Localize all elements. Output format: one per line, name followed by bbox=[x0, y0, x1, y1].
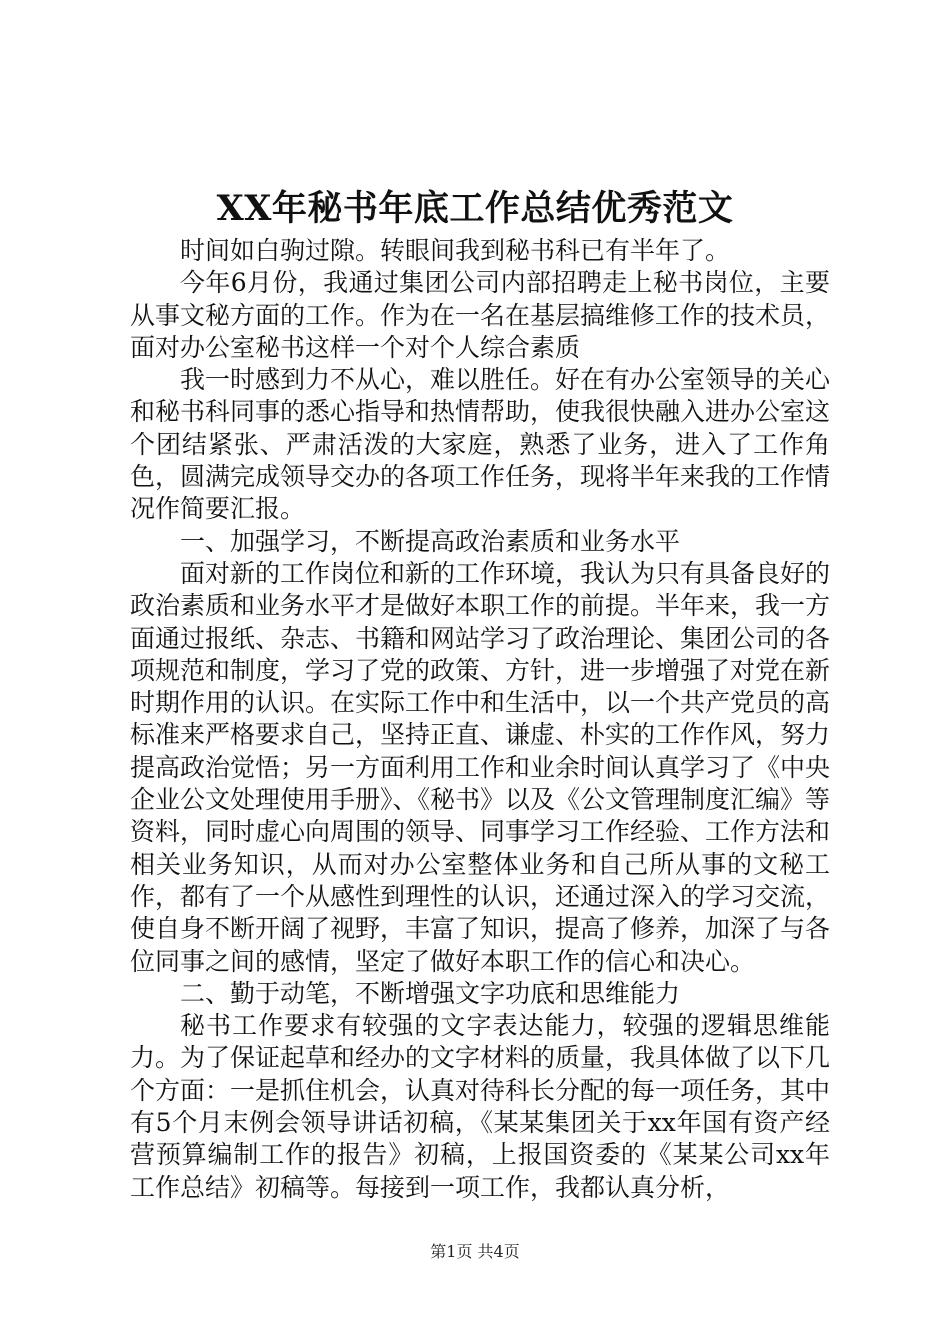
paragraph-2: 今年6月份，我通过集团公司内部招聘走上秘书岗位，主要从事文秘方面的工作。作为在一名在基层搞维修工作的技术员，面对办公室秘书这样一个对个人综合素质 bbox=[130, 268, 831, 362]
paragraph-4: 面对新的工作岗位和新的工作环境，我认为只有具备良好的政治素质和业务水平才是做好本职工作的前提。半年来，我一方面通过报纸、杂志、书籍和网站学习了政治理论、集团公司的各项规范和制度，学习了党的政策、方针，进一步增强了对党在新时期作用的认识。在实际工作中和生活中，以一个共产党员的高标准来严格要求自己，坚持正直、谦虚、朴实的工作作风，努力提高政治觉悟；另一方面利用工作和业余时间认真学习了《中央企业公文处理使用手册》、《秘书》以及《公文管理制度汇编》等资料，同时虚心向周围的领导、同事学习工作经验、工作方法和相关业务知识，从而对办公室整体业务和自己所从事的文秘工作，都有了一个从感性到理性的认识，还通过深入的学习交流，使自身不断开阔了视野，丰富了知识，提高了修养，加深了与各位同事之间的感情，坚定了做好本职工作的信心和决心。 bbox=[130, 558, 831, 976]
paragraph-5: 秘书工作要求有较强的文字表达能力，较强的逻辑思维能力。为了保证起草和经办的文字材料的质量，我具体做了以下几个方面：一是抓住机会，认真对待科长分配的每一项任务，其中有5个月末例会领导讲话初稿，《某某集团关于xx年国有资产经营预算编制工作的报告》初稿，上报国资委的《某某公司xx年工作总结》初稿等。每接到一项工作，我都认真分析， bbox=[130, 1011, 831, 1202]
document-body bbox=[130, 235, 830, 1204]
paragraph-1: 时间如白驹过隙。转眼间我到秘书科已有半年了。 bbox=[180, 236, 731, 265]
paragraph-3: 我一时感到力不从心，难以胜任。好在有办公室领导的关心和秘书科同事的悉心指导和热情帮助，使我很快融入进办公室这个团结紧张、严肃活泼的大家庭，熟悉了业务，进入了工作角色，圆满完成领导交办的各项工作任务，现将半年来我的工作情况作简要汇报。 bbox=[130, 365, 831, 524]
section-heading-1: 一、加强学习，不断提高政治素质和业务水平 bbox=[180, 526, 681, 556]
page-number-footer: 第1页 共4页 bbox=[430, 1242, 520, 1261]
section-heading-2: 二、勤于动笔，不断增强文字功底和思维能力 bbox=[180, 978, 681, 1008]
document-title: XX年秘书年底工作总结优秀范文 bbox=[216, 188, 734, 229]
